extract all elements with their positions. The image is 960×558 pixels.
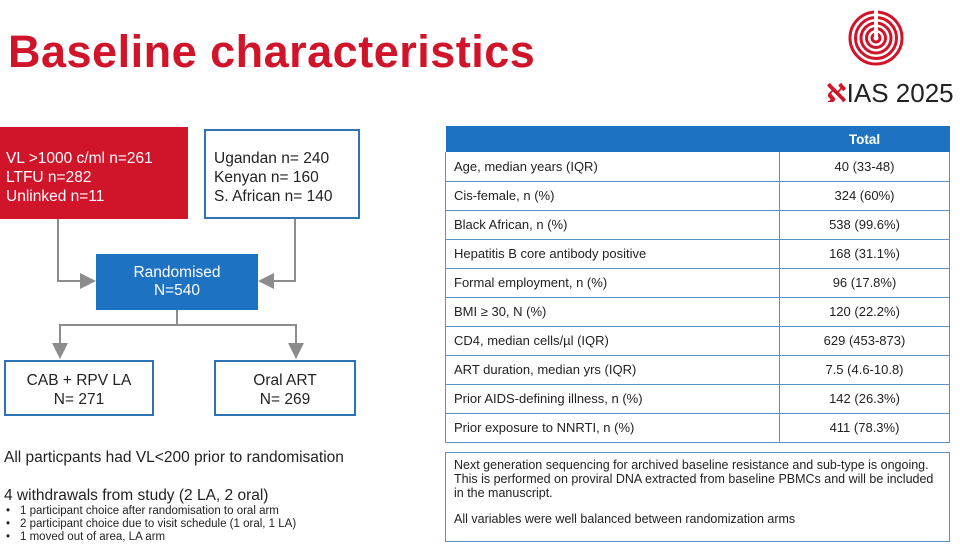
connector-to-oral (177, 325, 296, 357)
arm-oral-count: N= 269 (259, 391, 311, 408)
list-item: • 2 participant choice due to visit schedule (1 oral, 1 LA) (6, 518, 296, 531)
arm-oral-label: Oral ART (253, 372, 317, 389)
nationality-ugandan: Ugandan n= 240 (214, 150, 330, 167)
row-label: CD4, median cells/µl (IQR) (446, 326, 780, 355)
footnote-balance: All variables were well balanced between randomization arms (454, 512, 796, 526)
table-header-row (446, 126, 950, 152)
row-label: Formal employment, n (%) (446, 268, 780, 297)
table-row (446, 239, 950, 268)
connector-to-la (60, 310, 177, 357)
arm-la-box (4, 360, 154, 416)
excluded-vl: VL >1000 c/ml n=261 (6, 150, 153, 167)
randomised-count: N=540 (153, 282, 201, 299)
randomised-box (96, 254, 258, 310)
connector-nat-to-rand (260, 219, 295, 281)
row-label: BMI ≥ 30, N (%) (446, 297, 780, 326)
ias-logo (826, 10, 956, 108)
row-value: 40 (33-48) (780, 152, 950, 181)
arm-la-label: CAB + RPV LA (26, 372, 132, 389)
row-label: Black African, n (%) (446, 210, 780, 239)
row-value: 538 (99.6%) (780, 210, 950, 239)
row-value: 96 (17.8%) (780, 268, 950, 297)
row-label: Hepatitis B core antibody positive (446, 239, 780, 268)
slide-title: Baseline characteristics (8, 26, 536, 77)
withdrawals-note: 4 withdrawals from study (2 LA, 2 oral) (4, 487, 269, 504)
table-row (446, 326, 950, 355)
table-header-total: Total (780, 126, 950, 152)
row-label: Cis-female, n (%) (446, 181, 780, 210)
ribbon-icon: ℵ (826, 78, 847, 108)
excluded-ltfu: LTFU n=282 (6, 169, 92, 186)
row-label: Age, median years (IQR) (446, 152, 780, 181)
arm-la-count: N= 271 (53, 391, 105, 408)
row-value: 7.5 (4.6-10.8) (780, 355, 950, 384)
table-header-blank (446, 126, 780, 152)
table-row (446, 181, 950, 210)
row-value: 411 (78.3%) (780, 413, 950, 442)
nationality-box (204, 129, 360, 219)
row-label: Prior exposure to NNRTI, n (%) (446, 413, 780, 442)
logo-text: ℵIAS 2025 (826, 78, 954, 108)
row-label: Prior AIDS-defining illness, n (%) (446, 384, 780, 413)
row-value: 168 (31.1%) (780, 239, 950, 268)
table-row (446, 355, 950, 384)
row-value: 142 (26.3%) (780, 384, 950, 413)
randomised-label: Randomised (133, 264, 221, 281)
list-item: • 1 participant choice after randomisation to oral arm (6, 505, 296, 518)
table-row (446, 268, 950, 297)
vl-note: All particpants had VL<200 prior to randomisation (4, 449, 344, 466)
table-row (446, 152, 950, 181)
footnote-sequencing: Next generation sequencing for archived baseline resistance and sub-type is ongoing. This is performed on proviral DNA extracted from baseline PBMCs and will be included in the manuscript. (454, 458, 934, 500)
table-row (446, 384, 950, 413)
table-row (446, 413, 950, 442)
arm-oral-box (214, 360, 356, 416)
list-item: • 1 moved out of area, LA arm (6, 531, 296, 544)
row-value: 120 (22.2%) (780, 297, 950, 326)
connector-red-to-rand (58, 219, 94, 281)
row-value: 629 (453-873) (780, 326, 950, 355)
row-label: ART duration, median yrs (IQR) (446, 355, 780, 384)
row-value: 324 (60%) (780, 181, 950, 210)
nationality-kenyan: Kenyan n= 160 (214, 169, 319, 186)
table-footnote (445, 452, 950, 542)
table-row (446, 297, 950, 326)
baseline-table (445, 126, 950, 443)
withdrawal-list (6, 505, 296, 544)
table-row (446, 210, 950, 239)
excluded-unlinked: Unlinked n=11 (6, 188, 105, 205)
spiral-logo-icon (848, 10, 904, 66)
excluded-box (0, 127, 188, 219)
nationality-south-african: S. African n= 140 (214, 188, 333, 205)
